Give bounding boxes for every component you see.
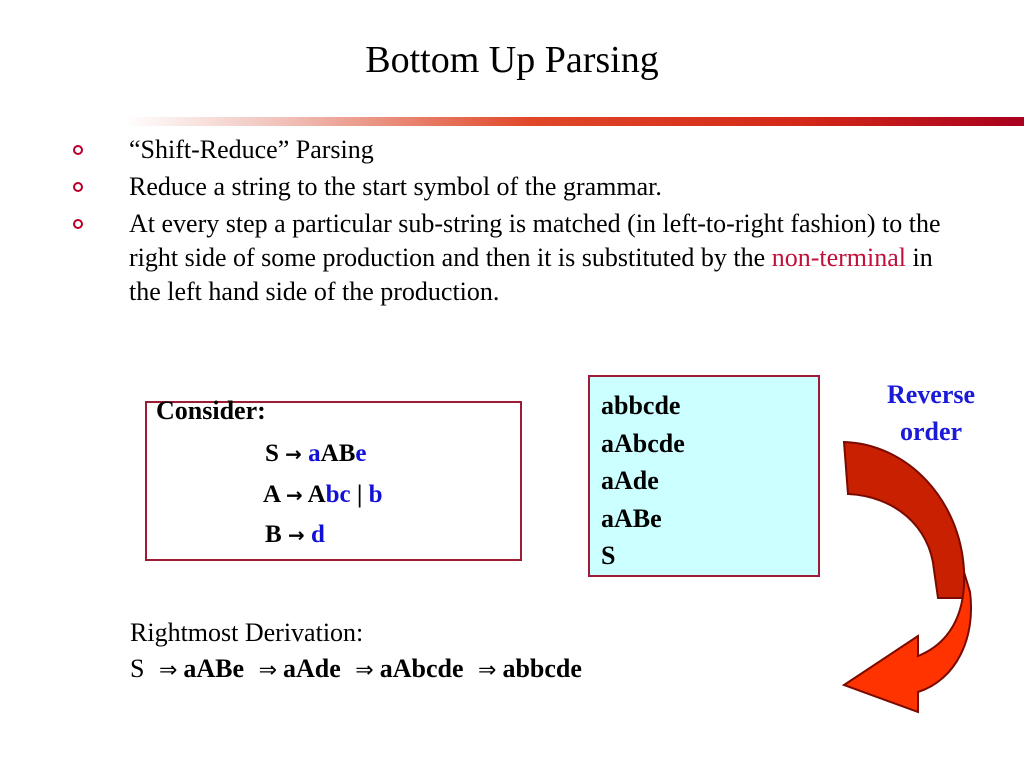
right-arrow-icon: → — [285, 483, 303, 507]
title-divider — [124, 117, 1024, 126]
rightmost-derivation: S ⇒ aABe ⇒ aAde ⇒ aAbcde ⇒ abbcde — [130, 654, 582, 683]
reduction-step: S — [601, 541, 616, 570]
bullet-circle-icon — [73, 219, 83, 229]
bullet-list — [70, 133, 970, 312]
implies-icon: ⇒ — [258, 658, 278, 683]
bullet-item — [70, 207, 970, 309]
production-s: S → aABe — [265, 440, 367, 467]
implies-icon: ⇒ — [158, 658, 178, 683]
implies-icon: ⇒ — [355, 658, 374, 683]
slide-title: Bottom Up Parsing — [365, 39, 659, 81]
reverse-order-label: Reverse order — [886, 380, 976, 446]
reduction-step: aAbcde — [601, 428, 685, 458]
production-b: B → d — [265, 521, 325, 548]
bullet-text: Reduce a string to the start symbol of the grammar. — [129, 172, 662, 201]
rightmost-derivation-label: Rightmost Derivation: — [130, 618, 364, 647]
reduction-steps-box — [588, 375, 820, 577]
bullet-item — [70, 133, 970, 167]
reduction-step: abbcde — [601, 391, 681, 420]
curved-arrow-icon — [838, 430, 978, 720]
bullet-text: At every step a particular sub-string is matched (in left-to-right fashion) to the right side of some production and then it is substituted by the non-terminal in the left hand side of the production. — [129, 209, 941, 306]
right-arrow-icon: → — [285, 442, 302, 466]
reduction-step: aABe — [601, 503, 662, 533]
production-a: A → Abc | b — [263, 481, 383, 508]
bullet-item — [70, 170, 970, 204]
highlight-term: non-terminal — [771, 243, 906, 272]
bullet-circle-icon — [73, 145, 83, 155]
grammar-label: Consider: — [156, 396, 266, 425]
implies-icon: ⇒ — [478, 658, 497, 683]
bullet-circle-icon — [73, 182, 83, 192]
bullet-text: “Shift-Reduce” Parsing — [129, 135, 374, 164]
right-arrow-icon: → — [287, 523, 305, 547]
reduction-step: aAde — [601, 466, 659, 495]
